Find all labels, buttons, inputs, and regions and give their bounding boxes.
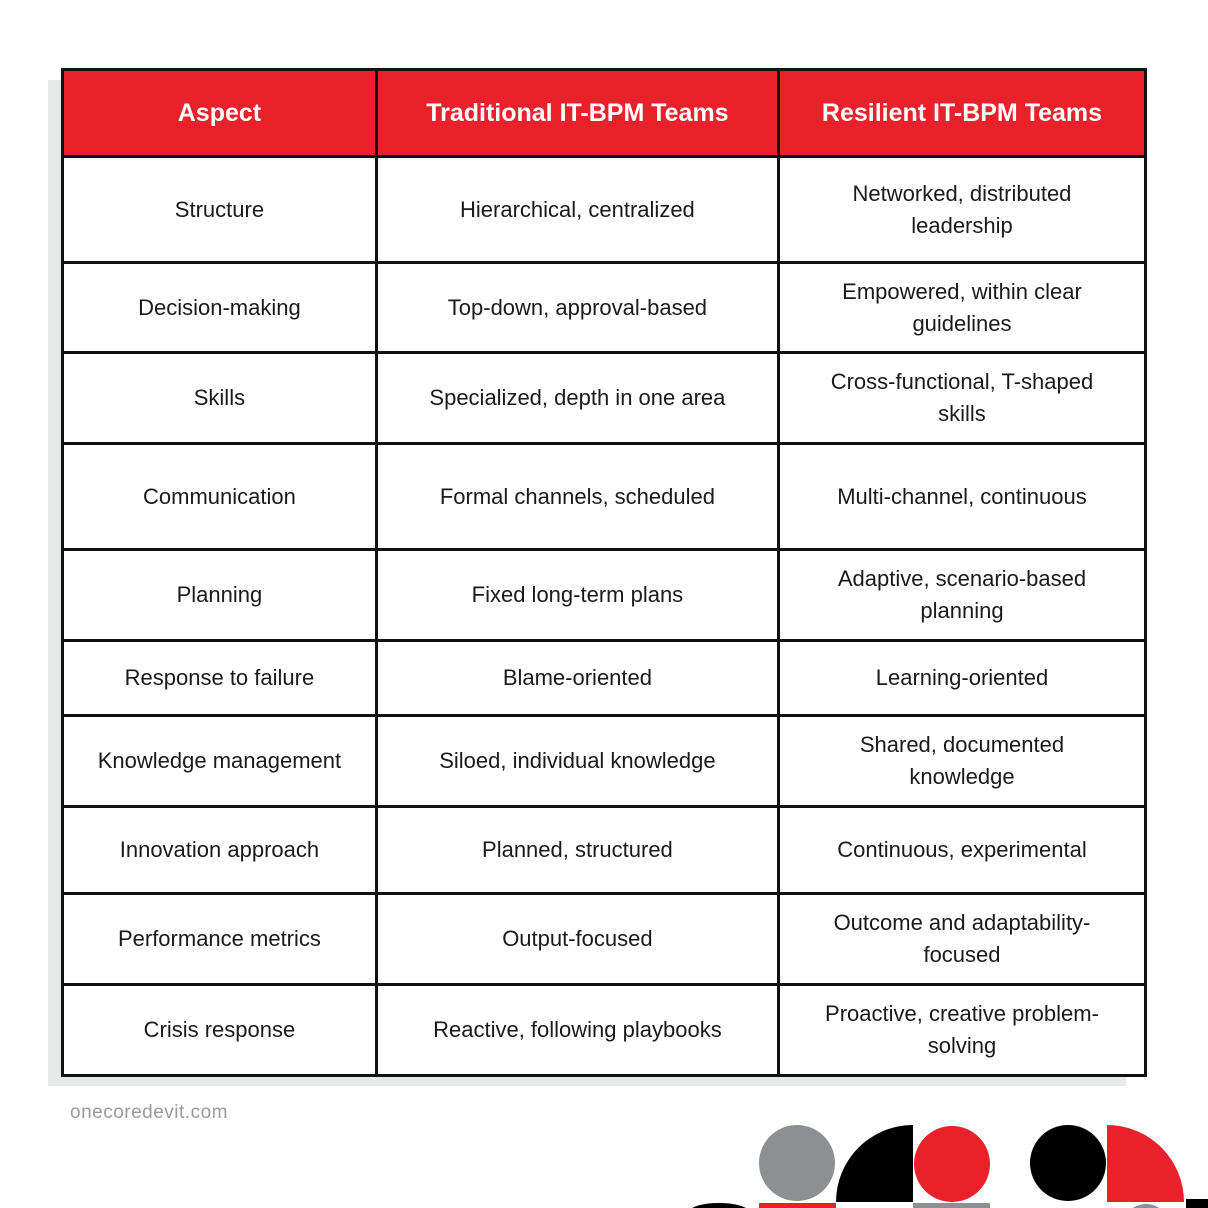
gray-circle-shape — [759, 1125, 835, 1201]
resilient-cell: Learning-oriented — [778, 641, 1145, 716]
red-circle-shape — [914, 1126, 990, 1202]
header-traditional: Traditional IT-BPM Teams — [376, 70, 778, 157]
aspect-cell: Knowledge management — [63, 716, 377, 807]
aspect-cell: Planning — [63, 550, 377, 641]
black-edge-shape — [1186, 1199, 1208, 1208]
aspect-cell: Skills — [63, 353, 377, 444]
aspect-cell: Response to failure — [63, 641, 377, 716]
traditional-cell: Output-focused — [376, 894, 778, 985]
header-aspect: Aspect — [63, 70, 377, 157]
traditional-cell: Specialized, depth in one area — [376, 353, 778, 444]
resilient-cell: Shared, documented knowledge — [778, 716, 1145, 807]
aspect-cell: Performance metrics — [63, 894, 377, 985]
resilient-cell: Empowered, within clear guidelines — [778, 263, 1145, 353]
traditional-cell: Formal channels, scheduled — [376, 444, 778, 550]
resilient-cell: Continuous, experimental — [778, 807, 1145, 894]
red-bar-shape — [759, 1203, 836, 1208]
black-quarter-circle-shape — [836, 1125, 913, 1202]
traditional-cell: Fixed long-term plans — [376, 550, 778, 641]
black-edge-arc-shape — [689, 1203, 749, 1208]
resilient-cell: Proactive, creative problem-solving — [778, 985, 1145, 1076]
traditional-cell: Hierarchical, centralized — [376, 157, 778, 263]
resilient-cell: Cross-functional, T-shaped skills — [778, 353, 1145, 444]
traditional-cell: Top-down, approval-based — [376, 263, 778, 353]
gray-bar-shape — [913, 1203, 990, 1208]
resilient-cell: Adaptive, scenario-based planning — [778, 550, 1145, 641]
traditional-cell: Blame-oriented — [376, 641, 778, 716]
resilient-cell: Outcome and adaptability-focused — [778, 894, 1145, 985]
gray-small-circle-shape — [1122, 1204, 1170, 1208]
aspect-cell: Innovation approach — [63, 807, 377, 894]
header-resilient: Resilient IT-BPM Teams — [778, 70, 1145, 157]
footer-url: onecoredevit.com — [70, 1102, 228, 1123]
black-circle-shape — [1030, 1125, 1106, 1201]
traditional-cell: Siloed, individual knowledge — [376, 716, 778, 807]
aspect-cell: Decision-making — [63, 263, 377, 353]
red-quarter-circle-shape — [1107, 1125, 1184, 1202]
traditional-cell: Reactive, following playbooks — [376, 985, 778, 1076]
traditional-cell: Planned, structured — [376, 807, 778, 894]
aspect-cell: Communication — [63, 444, 377, 550]
resilient-cell: Networked, distributed leadership — [778, 157, 1145, 263]
aspect-cell: Crisis response — [63, 985, 377, 1076]
resilient-cell: Multi-channel, continuous — [778, 444, 1145, 550]
aspect-cell: Structure — [63, 157, 377, 263]
